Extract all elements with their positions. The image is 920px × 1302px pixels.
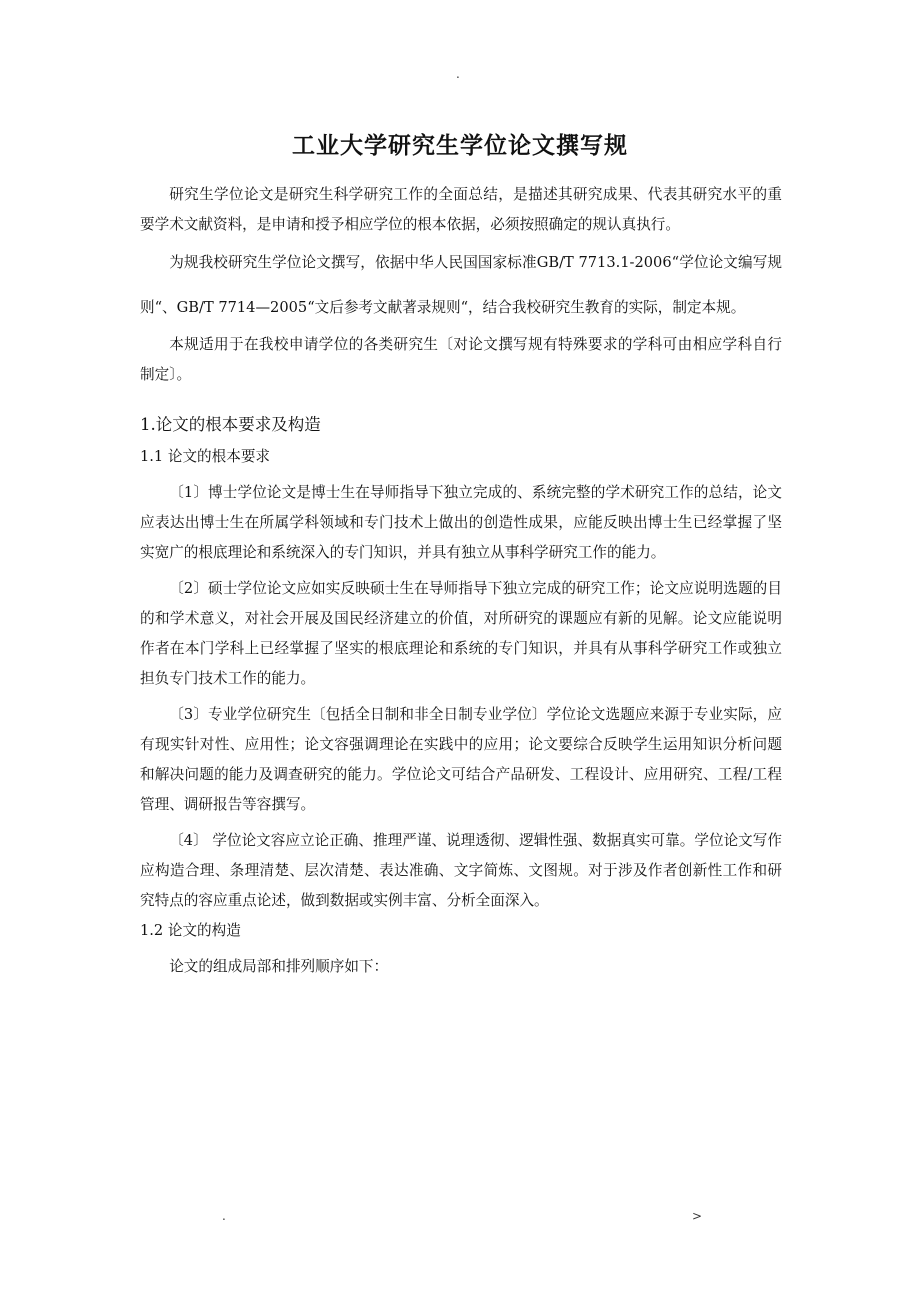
section-1-heading: 1.论文的根本要求及构造 [140, 415, 321, 434]
requirement-2: 〔2〕硕士学位论文应如实反映硕士生在导师指导下独立完成的研究工作；论文应说明选题的目的和学术意义，对社会开展及国民经济建立的价值，对所研究的课题应有新的见解。论文应能说明作者在本门学科上已经掌握了坚实的根底理论和系统的专门知识，并具有从事科学研究工作或独立担负专门技术工作的能力。 [140, 580, 782, 687]
intro-paragraph-3: 本规适用于在我校申请学位的各类研究生〔对论文撰写规有特殊要求的学科可由相应学科自行制定〕。 [140, 336, 782, 383]
document-title: 工业大学研究生学位论文撰写规 [292, 133, 628, 159]
footer-arrow-mark: > [692, 1209, 703, 1223]
section-1-2-heading: 1.2 论文的构造 [140, 922, 241, 939]
structure-intro: 论文的组成局部和排列顺序如下： [169, 958, 389, 975]
intro-paragraph-1: 研究生学位论文是研究生科学研究工作的全面总结，是描述其研究成果、代表其研究水平的重要学术文献资料，是申请和授予相应学位的根本依据，必须按照确定的规认真执行。 [140, 186, 782, 233]
intro-paragraph-2: 为规我校研究生学位论文撰写，依据中华人民国国家标准GB/T 7713.1-2006“学位论文编写规则“、GB/T 7714—2005“文后参考文献著录规则“，结合我校研究生教育的实际，制定本规。 [140, 254, 782, 316]
section-1-1-heading: 1.1 论文的根本要求 [140, 448, 271, 465]
header-dot-mark: . [456, 67, 460, 81]
requirement-4: 〔4〕 学位论文容应立论正确、推理严谨、说理透彻、逻辑性强、数据真实可靠。学位论文写作应构造合理、条理清楚、层次清楚、表达准确、文字简炼、文图规。对于涉及作者创新性工作和研究特点的容应重点论述，做到数据或实例丰富、分析全面深入。 [140, 832, 782, 909]
requirement-3: 〔3〕专业学位研究生〔包括全日制和非全日制专业学位〕学位论文选题应来源于专业实际，应有现实针对性、应用性；论文容强调理论在实践中的应用；论文要综合反映学生运用知识分析问题和解决问题的能力及调查研究的能力。学位论文可结合产品研发、工程设计、应用研究、工程/工程管理、调研报告等容撰写。 [140, 706, 782, 813]
footer-dot-mark: . [222, 1209, 226, 1223]
requirement-1: 〔1〕博士学位论文是博士生在导师指导下独立完成的、系统完整的学术研究工作的总结，论文应表达出博士生在所属学科领域和专门技术上做出的创造性成果，应能反映出博士生已经掌握了坚实宽广的根底理论和系统深入的专门知识，并具有独立从事科学研究工作的能力。 [140, 484, 782, 561]
document-body [140, 180, 782, 982]
